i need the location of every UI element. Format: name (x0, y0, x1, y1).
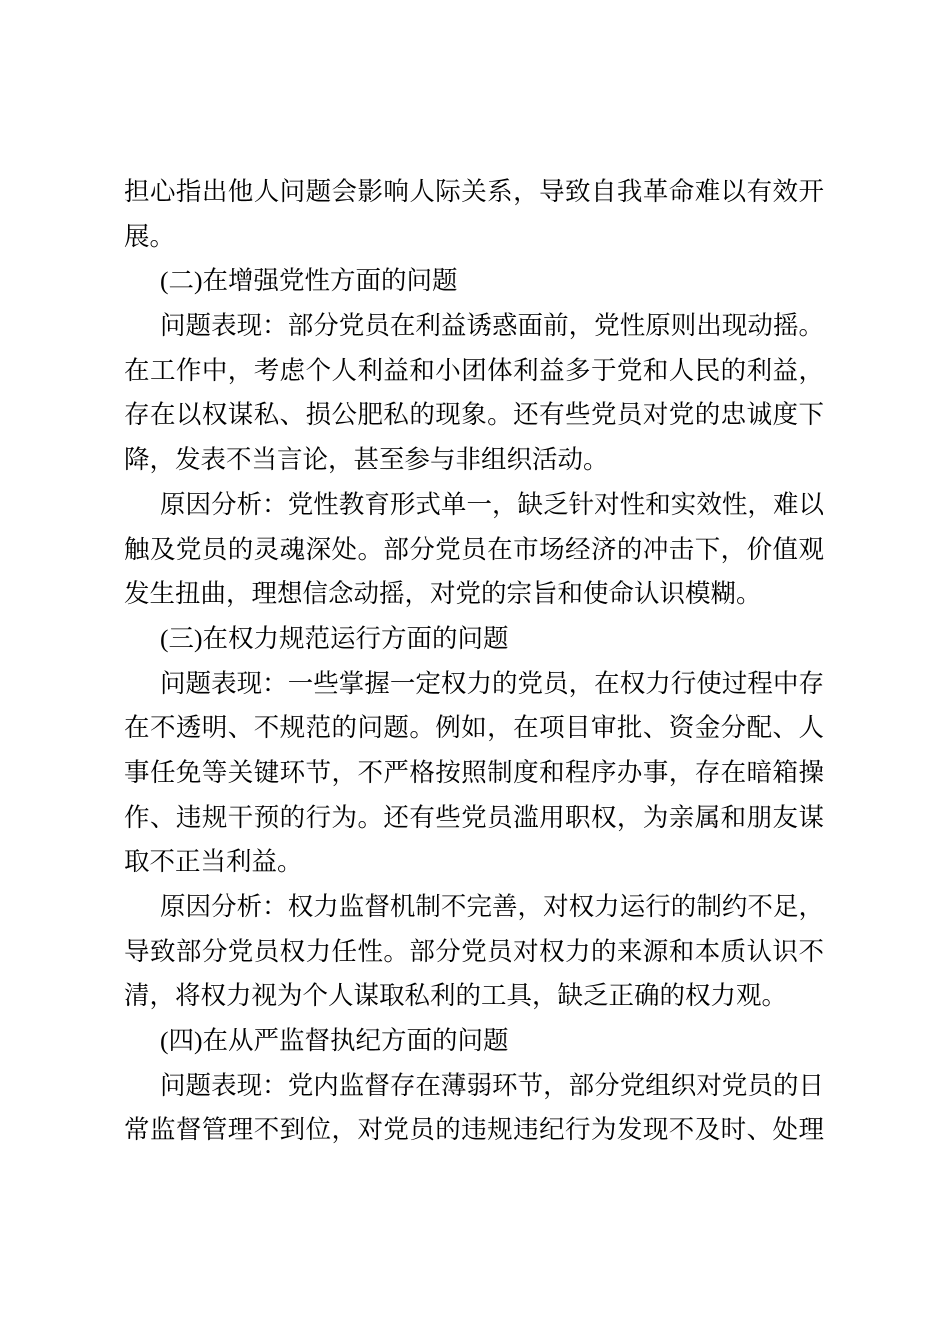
paragraph-line: 发生扭曲，理想信念动摇，对党的宗旨和使命认识模糊。 (124, 579, 762, 609)
paragraph-line: 触及党员的灵魂深处。部分党员在市场经济的冲击下，价值观 (124, 534, 824, 564)
paragraph-line: 常监督管理不到位，对党员的违规违纪行为发现不及时、处理 (124, 1115, 824, 1145)
paragraph-line: 取不正当利益。 (124, 847, 303, 877)
paragraph-line: 导致部分党员权力任性。部分党员对权力的来源和本质认识不 (124, 936, 824, 966)
section-heading: (四)在从严监督执纪方面的问题 (160, 1026, 509, 1056)
section-heading: (二)在增强党性方面的问题 (160, 266, 458, 296)
paragraph-line: 在不透明、不规范的问题。例如，在项目审批、资金分配、人 (124, 713, 824, 743)
paragraph-line: 问题表现：一些掌握一定权力的党员，在权力行使过程中存 (160, 668, 824, 698)
paragraph-line: 原因分析：权力监督机制不完善，对权力运行的制约不足， (160, 892, 824, 921)
paragraph-line: 展。 (124, 221, 176, 251)
section-heading: (三)在权力规范运行方面的问题 (160, 623, 509, 653)
paragraph-line: 问题表现：党内监督存在薄弱环节，部分党组织对党员的日 (160, 1070, 824, 1100)
paragraph-line: 问题表现：部分党员在利益诱惑面前，党性原则出现动摇。 (160, 311, 824, 341)
paragraph-line: 清，将权力视为个人谋取私利的工具，缺乏正确的权力观。 (124, 981, 788, 1011)
paragraph-line: 作、违规干预的行为。还有些党员滥用职权，为亲属和朋友谋 (124, 802, 824, 832)
paragraph-line: 降，发表不当言论，甚至参与非组织活动。 (124, 445, 609, 475)
paragraph-line: 在工作中，考虑个人利益和小团体利益多于党和人民的利益， (124, 355, 824, 385)
paragraph-line: 原因分析：党性教育形式单一，缺乏针对性和实效性，难以 (160, 489, 824, 519)
document-body (124, 170, 824, 1153)
paragraph-line: 担心指出他人问题会影响人际关系，导致自我革命难以有效开 (124, 177, 824, 206)
paragraph-line: 存在以权谋私、损公肥私的现象。还有些党员对党的忠诚度下 (124, 400, 824, 430)
paragraph-line: 事任免等关键环节，不严格按照制度和程序办事，存在暗箱操 (124, 757, 824, 787)
